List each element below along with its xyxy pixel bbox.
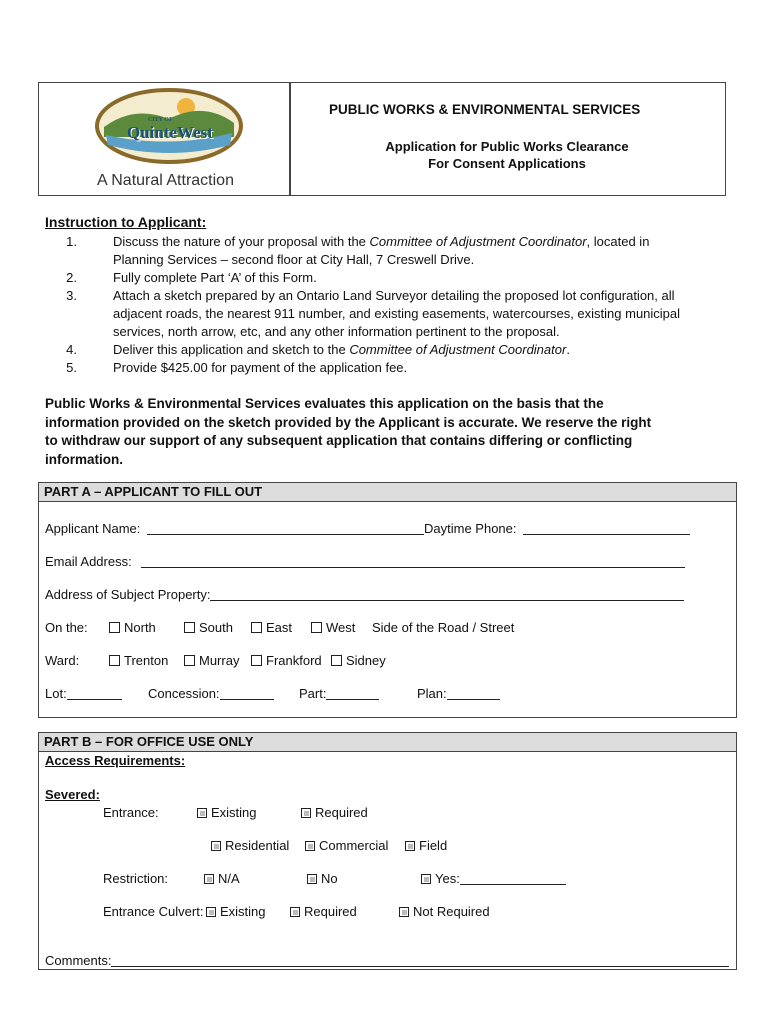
email-label: Email Address:: [45, 554, 132, 569]
lot-label: Lot:: [45, 686, 67, 701]
concession-label: Concession:: [148, 686, 220, 701]
tagline: A Natural Attraction: [97, 172, 234, 189]
murray-option[interactable]: Murray: [184, 653, 239, 668]
checkbox[interactable]: [184, 655, 195, 666]
item-text: Provide $425.00 for payment of the application fee.: [113, 360, 408, 375]
address-row: [45, 587, 684, 602]
access-heading: Access Requirements:: [45, 753, 186, 768]
checkbox[interactable]: [109, 655, 120, 666]
checkbox[interactable]: [211, 841, 221, 851]
restriction-label: Restriction:: [103, 871, 169, 886]
item-number: 3.: [66, 288, 77, 303]
plan-label: Plan:: [417, 686, 447, 701]
item-number: 2.: [66, 270, 77, 285]
side-suffix: Side of the Road / Street: [372, 620, 515, 635]
checkbox[interactable]: [301, 808, 311, 818]
address-field[interactable]: [210, 588, 684, 601]
east-option[interactable]: East: [251, 620, 292, 635]
logo-small-text: CITY OF: [148, 117, 173, 123]
checkbox[interactable]: [197, 808, 207, 818]
notice-line: information.: [45, 451, 123, 467]
trenton-option[interactable]: Trenton: [109, 653, 168, 668]
sidney-option[interactable]: Sidney: [331, 653, 386, 668]
address-label: Address of Subject Property:: [45, 587, 211, 602]
checkbox[interactable]: [204, 874, 214, 884]
checkbox[interactable]: [290, 907, 300, 917]
on-the-label: On the:: [45, 620, 88, 635]
south-option[interactable]: South: [184, 620, 233, 635]
city-logo: [94, 87, 244, 165]
concession-field[interactable]: [220, 687, 274, 700]
culvert-row: [39, 904, 729, 922]
entrance-required-option[interactable]: Required: [301, 805, 368, 820]
item-text-line2: adjacent roads, the nearest 911 number, and existing easements, watercourses, existing municipal: [113, 306, 681, 321]
app-title-line1: Application for Public Works Clearance: [385, 139, 629, 154]
checkbox[interactable]: [421, 874, 431, 884]
side-row: [45, 620, 725, 638]
culvert-existing-option[interactable]: Existing: [206, 904, 266, 919]
north-option[interactable]: North: [109, 620, 156, 635]
item-number: 4.: [66, 342, 77, 357]
part-field[interactable]: [326, 687, 379, 700]
checkbox[interactable]: [311, 622, 322, 633]
checkbox[interactable]: [251, 622, 262, 633]
residential-option[interactable]: Residential: [211, 838, 289, 853]
restriction-row: [39, 871, 729, 889]
item-number: 1.: [66, 234, 77, 249]
field-option[interactable]: Field: [405, 838, 447, 853]
comments-label: Comments:: [45, 953, 112, 968]
part-b-title: PART B – FOR OFFICE USE ONLY: [39, 733, 736, 752]
part-label: Part:: [299, 686, 327, 701]
item-text-line2: Planning Services – second floor at City Hall, 7 Creswell Drive.: [113, 252, 475, 267]
comments-field[interactable]: [111, 954, 729, 967]
lot-group: [45, 686, 122, 701]
west-option[interactable]: West: [311, 620, 355, 635]
restriction-yes-option[interactable]: Yes:: [421, 871, 566, 886]
notice-paragraph: [45, 395, 651, 469]
culvert-label: Entrance Culvert:: [103, 904, 204, 919]
part-a-title: PART A – APPLICANT TO FILL OUT: [39, 483, 736, 502]
applicant-name-label: Applicant Name:: [45, 521, 141, 536]
applicant-name-row: [45, 521, 690, 536]
notice-line: to withdraw our support of any subsequent application that contains differing or conflicting: [45, 433, 633, 448]
app-title-line2: For Consent Applications: [428, 156, 586, 171]
entrance-label: Entrance:: [103, 805, 159, 820]
ward-row: [45, 653, 725, 671]
checkbox[interactable]: [109, 622, 120, 633]
notice-line: information provided on the sketch provided by the Applicant is accurate. We reserve the right: [45, 414, 652, 430]
comments-row: [45, 953, 730, 968]
checkbox[interactable]: [305, 841, 315, 851]
daytime-phone-label: Daytime Phone:: [424, 521, 517, 536]
daytime-phone-field[interactable]: [523, 522, 690, 535]
item-text: Fully complete Part ‘A’ of this Form.: [113, 270, 317, 285]
checkbox[interactable]: [307, 874, 317, 884]
item-number: 5.: [66, 360, 77, 375]
part-group: [299, 686, 379, 701]
checkbox[interactable]: [331, 655, 342, 666]
checkbox[interactable]: [184, 622, 195, 633]
header-box: [38, 82, 726, 196]
commercial-option[interactable]: Commercial: [305, 838, 388, 853]
culvert-required-option[interactable]: Required: [290, 904, 357, 919]
org-title: PUBLIC WORKS & ENVIRONMENTAL SERVICES: [329, 102, 641, 117]
email-field[interactable]: [141, 555, 685, 568]
checkbox[interactable]: [405, 841, 415, 851]
logo-wordmark: QuinteWest: [127, 123, 213, 142]
lot-field[interactable]: [67, 687, 122, 700]
concession-group: [148, 686, 274, 701]
plan-group: [417, 686, 500, 701]
restriction-no-option[interactable]: No: [307, 871, 338, 886]
item-text: Deliver this application and sketch to the Committee of Adjustment Coordinator.: [113, 342, 570, 357]
instructions-heading: Instruction to Applicant:: [45, 214, 207, 230]
checkbox[interactable]: [206, 907, 216, 917]
frankford-option[interactable]: Frankford: [251, 653, 322, 668]
culvert-not-required-option[interactable]: Not Required: [399, 904, 490, 919]
ward-label: Ward:: [45, 653, 80, 668]
restriction-na-option[interactable]: N/A: [204, 871, 240, 886]
checkbox[interactable]: [399, 907, 409, 917]
notice-line: Public Works & Environmental Services evaluates this application on the basis that the: [45, 396, 604, 411]
entrance-existing-option[interactable]: Existing: [197, 805, 257, 820]
part-a-box: [38, 482, 737, 718]
item-text: Attach a sketch prepared by an Ontario Land Surveyor detailing the proposed lot configuration, all: [113, 288, 675, 303]
item-text-line3: services, north arrow, etc, and any other information pertinent to the proposal.: [113, 324, 560, 339]
lot-row: [45, 686, 725, 704]
part-b-box: [38, 732, 737, 970]
entrance-row: [39, 805, 729, 823]
item-text: Discuss the nature of your proposal with the Committee of Adjustment Coordinator, located in: [113, 234, 650, 249]
email-row: [45, 554, 685, 569]
restriction-yes-field[interactable]: [460, 872, 566, 885]
plan-field[interactable]: [447, 687, 500, 700]
entrance-type-row: [39, 838, 729, 856]
applicant-name-field[interactable]: [147, 522, 424, 535]
severed-heading: Severed:: [45, 787, 100, 802]
checkbox[interactable]: [251, 655, 262, 666]
